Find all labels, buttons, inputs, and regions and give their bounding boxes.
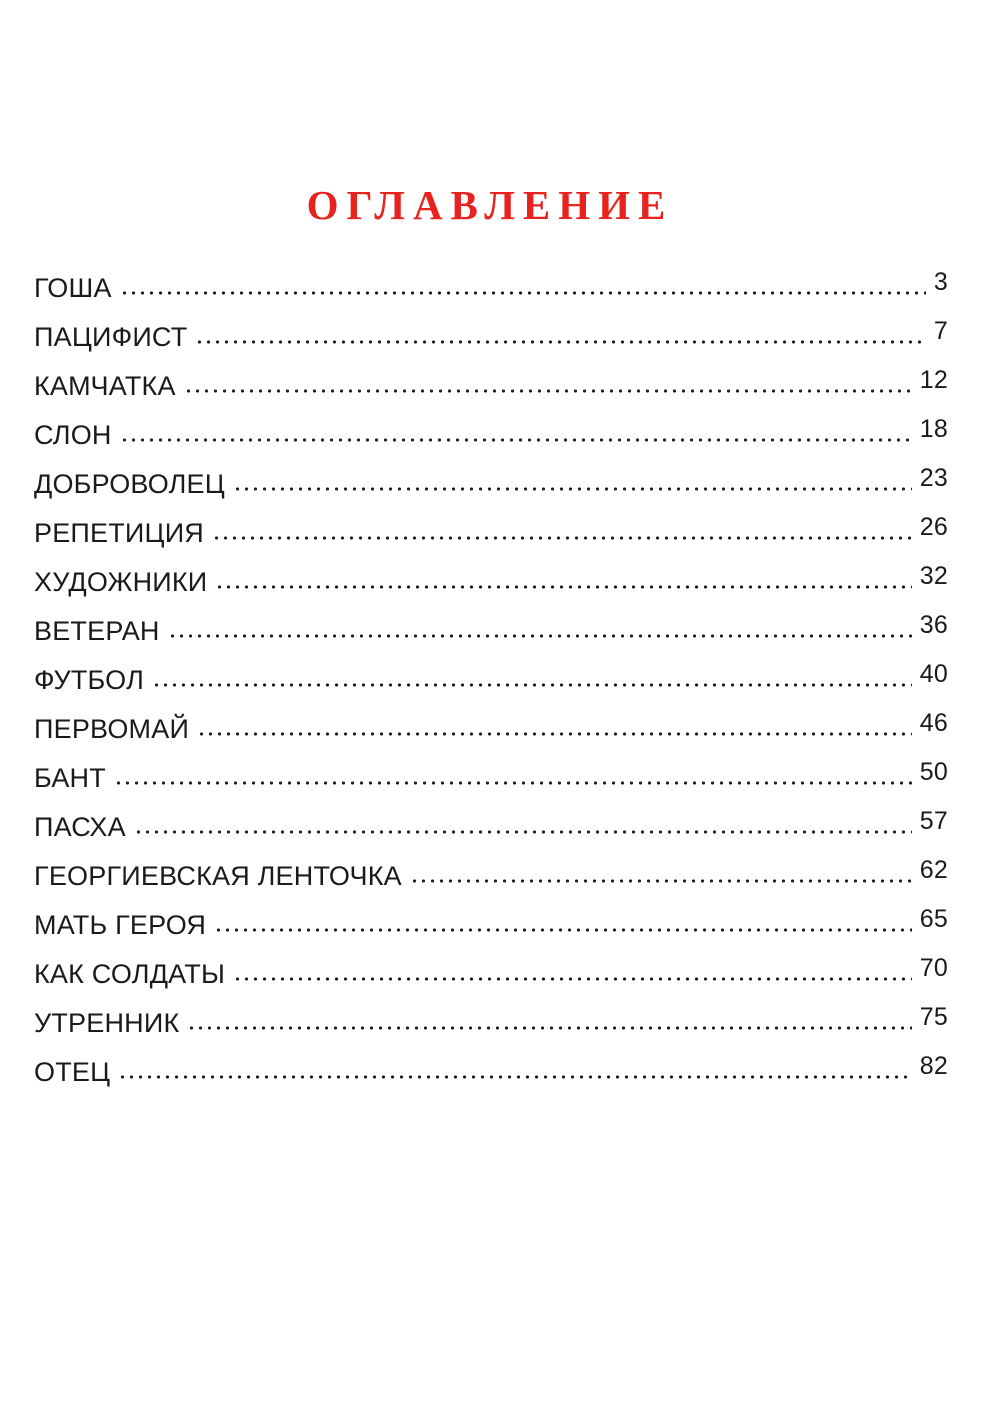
- dot-leader: [134, 797, 912, 846]
- dot-leader: [215, 552, 911, 601]
- toc-entry-page: 26: [919, 513, 948, 541]
- toc-entry-title: СЛОН: [34, 420, 112, 450]
- toc-entry-title: ХУДОЖНИКИ: [34, 567, 208, 597]
- toc-entry-page: 32: [919, 562, 948, 590]
- toc-entry[interactable]: [34, 552, 948, 601]
- toc-entry-title: ДОБРОВОЛЕЦ: [34, 469, 225, 499]
- toc-entry-title: ПЕРВОМАЙ: [34, 714, 190, 744]
- dot-leader: [233, 944, 912, 993]
- dot-leader: [214, 895, 912, 944]
- toc-entry-title: МАТЬ ГЕРОЯ: [34, 910, 207, 940]
- dot-leader: [195, 307, 925, 356]
- toc-entry[interactable]: [34, 258, 948, 307]
- toc-entry[interactable]: [34, 356, 948, 405]
- toc-entry-page: 65: [919, 905, 948, 933]
- toc-entry-title: КАК СОЛДАТЫ: [34, 959, 226, 989]
- toc-entry[interactable]: [34, 748, 948, 797]
- dot-leader: [152, 650, 912, 699]
- toc-entry[interactable]: [34, 895, 948, 944]
- dot-leader: [233, 454, 912, 503]
- dot-leader: [118, 1042, 912, 1091]
- toc-entry-page: 46: [919, 709, 948, 737]
- dot-leader: [410, 846, 912, 895]
- toc-entry-page: 7: [933, 317, 948, 345]
- toc-entry-page: 3: [933, 268, 948, 296]
- toc-entry-title: КАМЧАТКА: [34, 371, 176, 401]
- page-title: ОГЛАВЛЕНИЕ: [306, 182, 674, 229]
- toc-entry[interactable]: [34, 1042, 948, 1091]
- dot-leader: [120, 258, 926, 307]
- dot-leader: [212, 503, 912, 552]
- toc-entry-page: 62: [919, 856, 948, 884]
- toc-entry-page: 40: [919, 660, 948, 688]
- toc-entry[interactable]: [34, 405, 948, 454]
- toc-entry-title: БАНТ: [34, 763, 106, 793]
- toc-entry-title: ОТЕЦ: [34, 1057, 111, 1087]
- toc-entry-title: ВЕТЕРАН: [34, 616, 160, 646]
- dot-leader: [114, 748, 912, 797]
- toc-entry-page: 82: [919, 1052, 948, 1080]
- toc-entry-page: 36: [919, 611, 948, 639]
- toc-entry-title: РЕПЕТИЦИЯ: [34, 518, 205, 548]
- toc-entry[interactable]: [34, 846, 948, 895]
- toc-entry[interactable]: [34, 454, 948, 503]
- toc-entry[interactable]: [34, 797, 948, 846]
- toc-entry-title: ФУТБОЛ: [34, 665, 144, 695]
- toc-entry-title: ГЕОРГИЕВСКАЯ ЛЕНТОЧКА: [34, 861, 402, 891]
- toc-entry-title: ПАСХА: [34, 812, 126, 842]
- toc-entry[interactable]: [34, 993, 948, 1042]
- dot-leader: [120, 405, 912, 454]
- table-of-contents: [34, 258, 948, 1091]
- toc-entry-title: ГОША: [34, 273, 112, 303]
- toc-entry-page: 23: [919, 464, 948, 492]
- toc-entry-page: 12: [919, 366, 948, 394]
- toc-entry-title: УТРЕННИК: [34, 1008, 180, 1038]
- toc-entry[interactable]: [34, 650, 948, 699]
- toc-entry[interactable]: [34, 601, 948, 650]
- toc-entry-title: ПАЦИФИСТ: [34, 322, 188, 352]
- toc-entry-page: 70: [919, 954, 948, 982]
- dot-leader: [197, 699, 912, 748]
- toc-entry-page: 50: [919, 758, 948, 786]
- toc-entry[interactable]: [34, 503, 948, 552]
- toc-entry-page: 18: [919, 415, 948, 443]
- toc-entry[interactable]: [34, 699, 948, 748]
- dot-leader: [187, 993, 911, 1042]
- toc-entry[interactable]: [34, 307, 948, 356]
- toc-entry-page: 57: [919, 807, 948, 835]
- toc-entry-page: 75: [919, 1003, 948, 1031]
- dot-leader: [168, 601, 912, 650]
- toc-entry[interactable]: [34, 944, 948, 993]
- dot-leader: [184, 356, 912, 405]
